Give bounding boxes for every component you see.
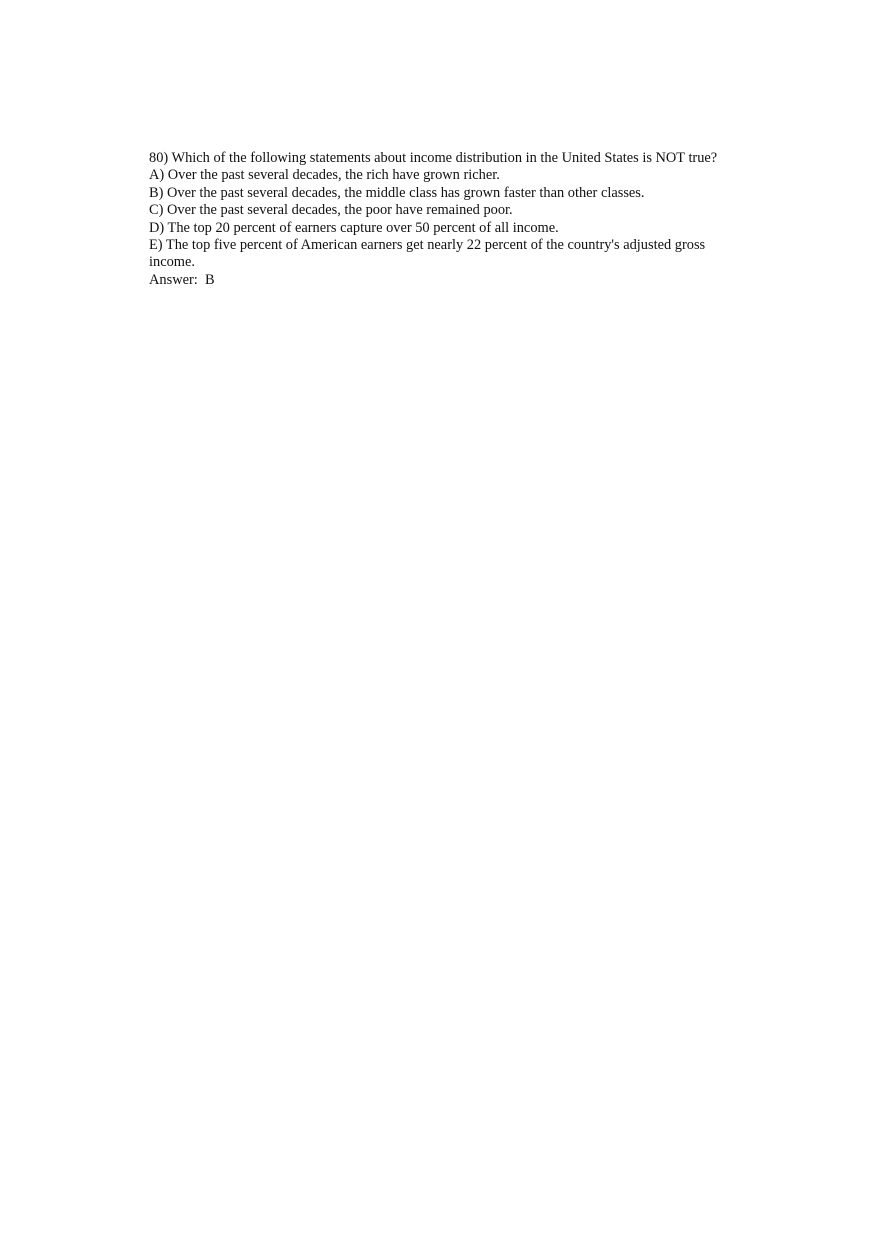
option-d: D) The top 20 percent of earners capture over 50 percent of all income. (149, 219, 559, 236)
question-block (149, 150, 724, 289)
option-a: A) Over the past several decades, the rich have grown richer. (149, 167, 500, 184)
option-e: E) The top five percent of American earners get nearly 22 percent of the country's adjusted gross income. (149, 237, 709, 271)
option-c: C) Over the past several decades, the poor have remained poor. (149, 202, 513, 219)
answer-line: Answer: B (149, 271, 215, 288)
option-b: B) Over the past several decades, the middle class has grown faster than other classes. (149, 184, 645, 201)
question-stem: 80) Which of the following statements about income distribution in the United States is NOT true? (149, 150, 718, 166)
